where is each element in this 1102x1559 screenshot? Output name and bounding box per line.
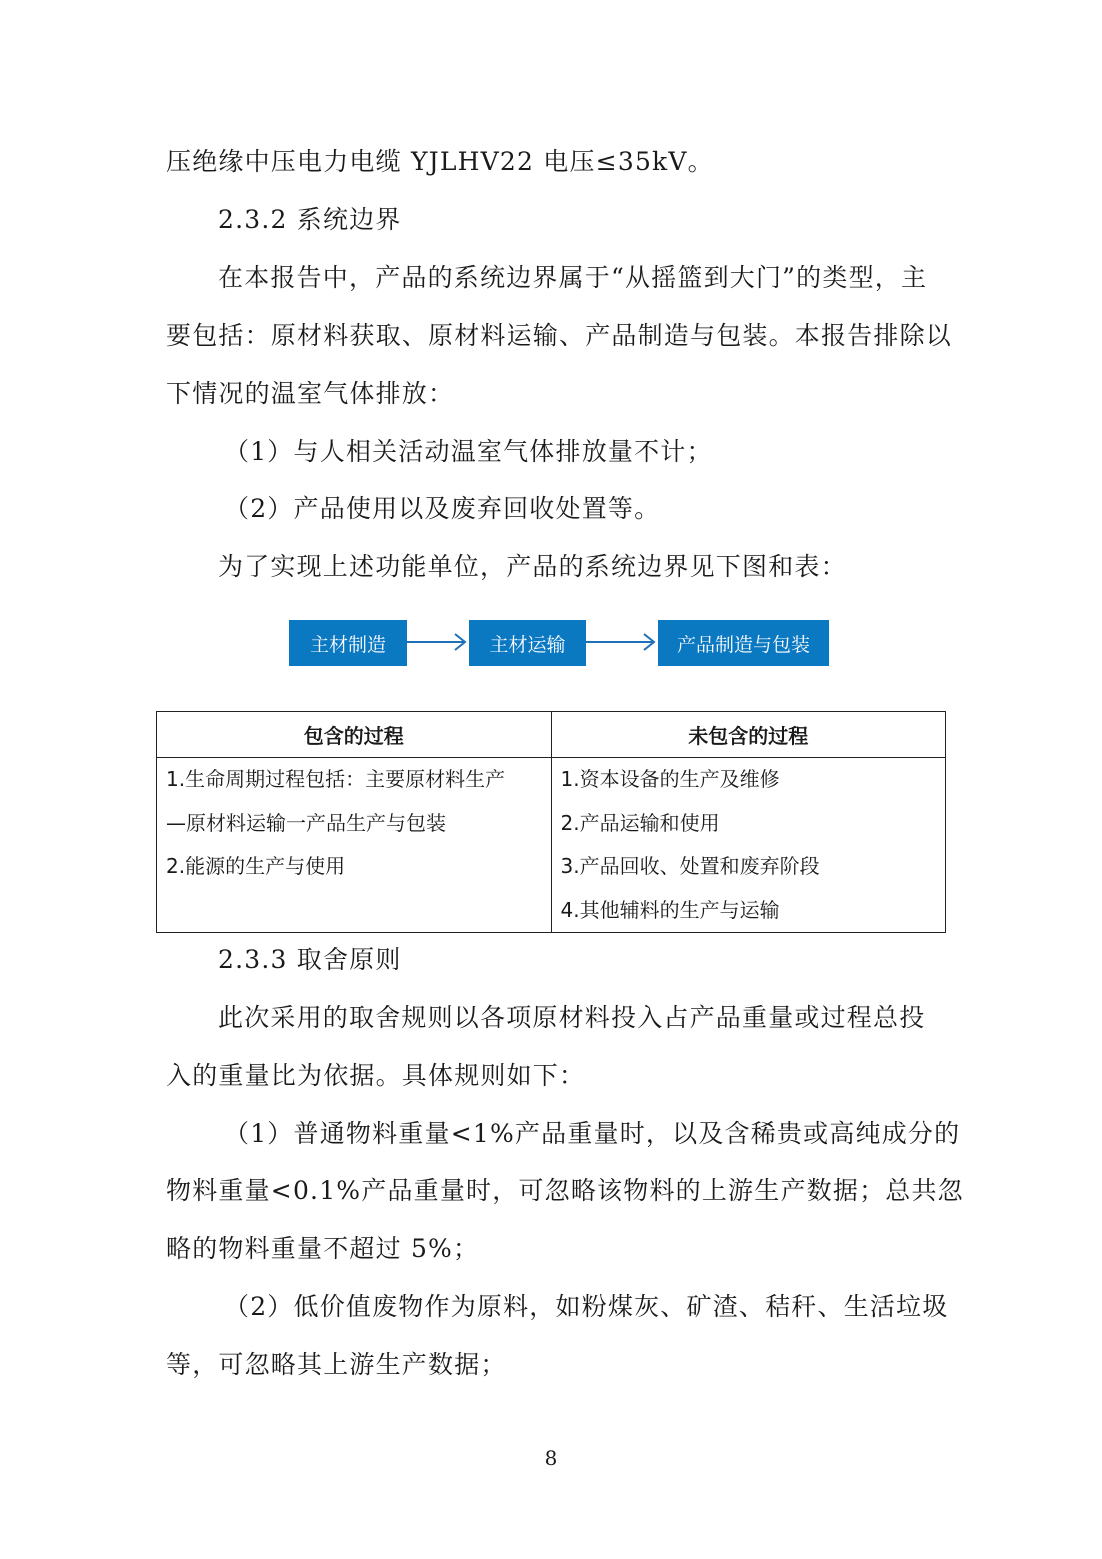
flow-step-main-material-transport: 主材运输: [469, 620, 586, 666]
included-item: 1.生命周期过程包括：主要原材料生产: [166, 767, 506, 791]
rule-line: 略的物料重量不超过 5%；: [166, 1234, 480, 1263]
section-heading-2-3-2: 2.3.2 系统边界: [218, 205, 402, 234]
paragraph-line: 入的重量比为依据。具体规则如下：: [166, 1061, 586, 1090]
flow-arrow-icon: [407, 630, 469, 654]
table-header-row: [157, 712, 946, 758]
excluded-item: 2.产品运输和使用: [560, 810, 720, 835]
section-heading-2-3-3: 2.3.3 取舍原则: [218, 945, 402, 974]
paragraph-line: 在本报告中，产品的系统边界属于“从摇篮到大门”的类型，主: [218, 263, 928, 292]
rule-line: （2）低价值废物作为原料，如粉煤灰、矿渣、秸秆、生活垃圾: [224, 1292, 949, 1321]
included-cell: [157, 758, 552, 933]
header-included: 包含的过程: [157, 712, 552, 758]
included-item: 2.能源的生产与使用: [166, 854, 346, 878]
paragraph-line: 要包括：原材料获取、原材料运输、产品制造与包装。本报告排除以: [166, 321, 953, 350]
paragraph-line: 为了实现上述功能单位，产品的系统边界见下图和表：: [218, 552, 847, 581]
excluded-cell: [551, 758, 946, 933]
page-number: 8: [544, 1446, 558, 1470]
rule-line: 物料重量<0.1%产品重量时，可忽略该物料的上游生产数据；总共忽: [166, 1176, 964, 1205]
list-item: （2）产品使用以及废弃回收处置等。: [224, 494, 661, 523]
list-item: （1）与人相关活动温室气体排放量不计；: [224, 437, 713, 466]
body-line-cable: 压绝缘中压电力电缆 YJLHV22 电压≤35kV。: [166, 147, 714, 176]
flow-arrow-icon: [586, 630, 658, 654]
system-boundary-table: [156, 711, 946, 933]
included-item: —原材料运输一产品生产与包装: [166, 810, 446, 835]
excluded-item: 1.资本设备的生产及维修: [560, 767, 780, 791]
rule-line: （1）普通物料重量<1%产品重量时，以及含稀贵或高纯成分的: [224, 1119, 961, 1148]
excluded-item: 3.产品回收、处置和废弃阶段: [560, 854, 820, 878]
paragraph-line: 下情况的温室气体排放：: [166, 379, 455, 408]
flow-step-main-material-manufacture: 主材制造: [289, 620, 407, 666]
table-row: [157, 758, 946, 933]
excluded-item: 4.其他辅料的生产与运输: [560, 897, 780, 922]
included-empty: [166, 889, 551, 933]
rule-line: 等，可忽略其上游生产数据；: [166, 1350, 507, 1379]
paragraph-line: 此次采用的取舍规则以各项原材料投入占产品重量或过程总投: [218, 1003, 926, 1032]
header-excluded: 未包含的过程: [551, 712, 946, 758]
flow-step-product-manufacture-packaging: 产品制造与包装: [658, 620, 829, 666]
